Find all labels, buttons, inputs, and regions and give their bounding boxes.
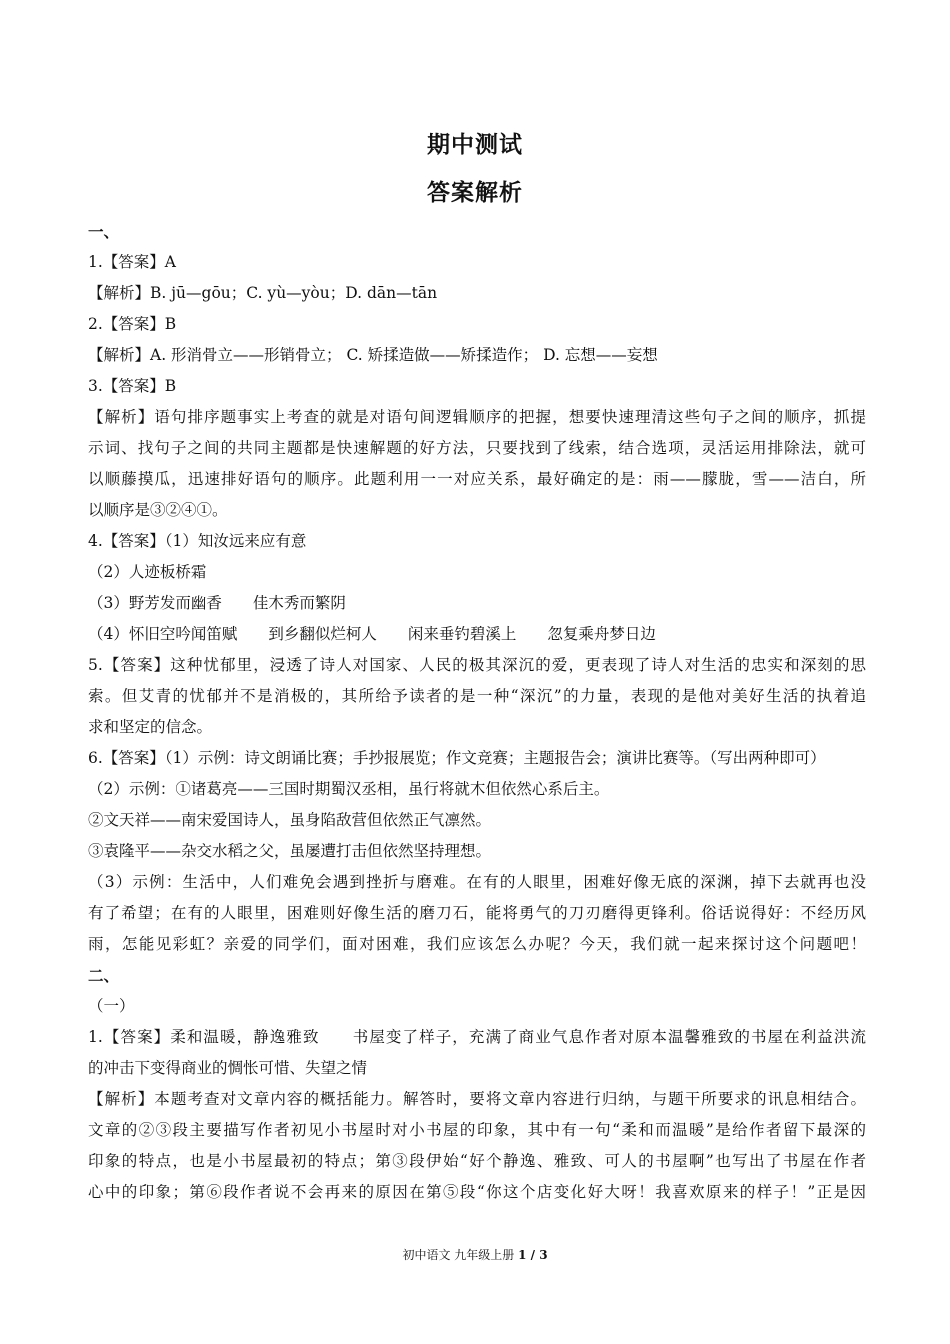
text-line: 印象的特点，也是小书屋最初的特点；第③段伊始“好个静逸、雅致、可人的书屋啊”也写出了书屋在作者 (88, 1152, 866, 1170)
text-line: 的冲击下变得商业的惆怅可惜、失望之情 (88, 1059, 368, 1077)
text-line: 1.【答案】柔和温暖，静逸雅致 书屋变了样子，充满了商业气息作者对原本温馨雅致的书屋在利益洪流 (88, 1028, 866, 1046)
footer-label: 初中语文 九年级上册 (402, 1248, 515, 1262)
text-line: 求和坚定的信念。 (88, 718, 213, 736)
page-title: 期中测试 (427, 132, 523, 158)
text-line: 1.【答案】A (88, 253, 176, 271)
text-line: 心中的印象；第⑥段作者说不会再来的原因在第⑤段“你这个店变化好大呀！我喜欢原来的样子！”正是因 (88, 1183, 866, 1201)
text-line: （2）人迹板桥霜 (88, 563, 207, 581)
text-line: 【解析】B. jū—gōu；C. yù—yòu；D. dān—tān (88, 284, 438, 302)
text-line: （3）示例：生活中，人们难免会遇到挫折与磨难。在有的人眼里，困难好像无底的深渊，掉下去就再也没 (88, 873, 866, 891)
text-line: （3）野芳发而幽香 佳木秀而繁阴 (88, 594, 346, 612)
text-line: 示词、找句子之间的共同主题都是快速解题的好方法，只要找到了线索，结合选项，灵活运用排除法，就可 (88, 439, 866, 457)
text-line: 索。但艾青的忧郁并不是消极的，其所给予读者的是一种“深沉”的力量，表现的是他对美好生活的执着追 (88, 687, 866, 705)
document-body (88, 216, 866, 1208)
text-line: 有了希望；在有的人眼里，困难则好像生活的磨刀石，能将勇气的刀刃磨得更锋利。俗话说得好：不经历风 (88, 904, 866, 922)
text-line: 4.【答案】（1）知汝远来应有意 (88, 532, 307, 550)
text-line: 文章的②③段主要描写作者初见小书屋时对小书屋的印象，其中有一句“柔和而温暖”是给作者留下最深的 (88, 1121, 866, 1139)
text-line: 二、 (88, 966, 120, 985)
text-line: 6.【答案】（1）示例：诗文朗诵比赛；手抄报展览；作文竞赛；主题报告会；演讲比赛等。（写出两种即可） (88, 749, 826, 767)
text-line: 雨，怎能见彩虹？亲爱的同学们，面对困难，我们应该怎么办呢？今天，我们就一起来探讨这个问题吧！ (88, 935, 866, 953)
text-line: （2）示例：①诸葛亮——三国时期蜀汉丞相，虽行将就木但依然心系后主。 (88, 780, 610, 798)
text-line: ③袁隆平——杂交水稻之父，虽屡遭打击但依然坚持理想。 (88, 842, 492, 860)
page-subtitle: 答案解析 (427, 180, 523, 206)
page-footer (0, 1246, 950, 1263)
text-line: （4）怀旧空吟闻笛赋 到乡翻似烂柯人 闲来垂钓碧溪上 忽复乘舟梦日边 (88, 625, 656, 643)
text-line: 一、 (88, 222, 120, 241)
text-line: 3.【答案】B (88, 377, 177, 395)
text-line: ②文天祥——南宋爱国诗人，虽身陷敌营但依然正气凛然。 (88, 811, 492, 829)
text-line: 以顺藤摸瓜，迅速排好语句的顺序。此题利用一一对应关系，最好确定的是：雨——朦胧，雪——洁白，所 (88, 470, 866, 488)
text-line: 【解析】A. 形消骨立——形销骨立； C. 矫揉造做——矫揉造作； D. 忘想——妄想 (88, 346, 658, 364)
text-line: 2.【答案】B (88, 315, 177, 333)
text-line: 【解析】语句排序题事实上考查的就是对语句间逻辑顺序的把握，想要快速理清这些句子之间的顺序，抓提 (88, 408, 866, 426)
text-line: （一） (88, 997, 135, 1015)
text-line: 【解析】本题考查对文章内容的概括能力。解答时，要将文章内容进行归纳，与题干所要求的讯息相结合。 (88, 1090, 866, 1108)
text-line: 以顺序是③②④①。 (88, 501, 228, 519)
text-line: 5.【答案】这种忧郁里，浸透了诗人对国家、人民的极其深沉的爱，更表现了诗人对生活的忠实和深刻的思 (88, 656, 866, 674)
page-number: 1 / 3 (518, 1248, 548, 1262)
